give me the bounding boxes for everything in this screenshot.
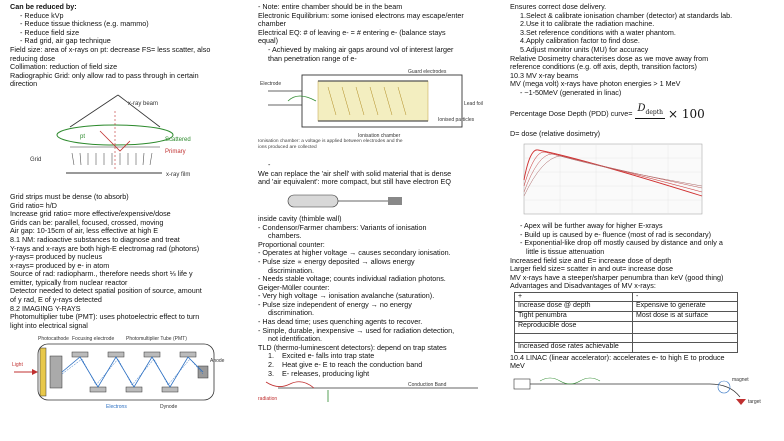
fig-label: Light [12,362,23,369]
fig-label: Electrode [260,81,282,88]
table-row [515,343,738,353]
text-line: direction [10,79,38,89]
table-cell [515,333,633,343]
text-line: not identification. [268,334,322,344]
text-line: We can replace the 'air shell' with solid material that is dense [258,168,452,178]
text-line: Increased field size and E= increase dose of depth [510,255,672,265]
fig-label: Ionisation chamber [358,133,401,140]
dosimetry-text [510,3,782,98]
text-line: MV (mega volt) x-rays have photon energies > 1 MeV [510,79,681,89]
tld-steps [258,352,506,378]
table-cell: Increased dose rates achievable [515,343,633,353]
text-line: than penetration range of e- [268,53,357,63]
text-line: 2.Use it to calibrate the radiation machine. [520,19,655,29]
text-line: 10.4 LINAC (linear accelerator): accelerates e- to high E to produce [510,352,725,362]
text-line: Proportional counter: [258,239,325,249]
text-line: reference conditions (e.g. off axis, depth, transition factors) [510,62,697,72]
fig-label: Dynode [160,404,178,411]
column-left [10,3,254,439]
table-cell [633,321,738,333]
text-line: x-rays= produced by e- in atom [10,260,110,270]
text-line: Larger field size= scatter in and out= increase dose [510,264,674,274]
fig-label: radiation [258,396,278,403]
table-row [515,312,738,322]
step-text: E- releases, producing light [282,368,370,378]
pmt-diagram-svg [10,332,250,420]
text-line: Ensures correct dose delivery. [510,3,607,11]
table-cell: Reproducible dose [515,321,633,333]
column-middle [258,3,506,439]
text-line: Source of rad: radiopharm., therefore needs short ⅓ life y [10,269,193,279]
table-cell [633,333,738,343]
text-line: Air gap: 10-15cm of air, less effective at high E [10,226,159,236]
fig-label: Grid [30,156,42,163]
text-line: Relative Dosimetry characterises dose as we move away from [510,53,709,63]
pdd-numerator [635,103,665,119]
nuclear-medicine-text [10,193,254,331]
text-line: Detector needed to detect spatial position of source, amount [10,286,202,296]
table-cell: Tight penumbra [515,312,633,322]
text-line: Y-rays and x-rays are both high-E electromag rad (photons) [10,243,200,253]
text-line: 8.2 IMAGING Y-RAYS [10,303,81,313]
band-diagram-svg [258,380,498,406]
text-line: 10.3 MV x-ray beams [510,70,579,80]
fig-label: Focusing electrode [72,336,115,343]
text-line: chambers. [268,231,302,241]
text-line: - Pulse size independent of energy → no energy [258,299,412,309]
text-line: D= dose (relative dosimetry) [510,128,601,138]
text-line: - ~1-50MeV (generated in linac) [520,87,622,97]
fig-label: x-ray film [166,171,191,178]
fig-label: Electrons [106,404,127,411]
pdd-fraction [635,103,665,127]
text-line: Photomultiplier tube (PMT): uses photoelectric effect to turn [10,312,200,322]
table-header-row [515,292,738,302]
table-header: + [515,292,633,302]
ionisation-chamber-figure [258,65,502,159]
thimble-caption: inside cavity (thimble wall) [258,213,342,223]
linac-sketch-svg [510,373,780,407]
text-line: chamber [258,19,286,29]
pdd-numerator-symbol: D [637,102,646,114]
fig-label: Ionised particles [438,117,475,124]
table-cell: Most dose is at surface [633,312,738,322]
tld-step [258,370,506,379]
text-line: - Reduce tissue thickness (e.g. mammo) [20,19,149,29]
text-line: 3.Set reference conditions with a water phantom. [520,27,676,37]
fig-label: target [748,398,761,405]
text-line: MeV [510,361,525,371]
fig-label: pt [80,133,86,140]
fig-label: Scattered [165,136,191,143]
table-cell: Increase dose @ depth [515,302,633,312]
text-line: equal) [258,36,278,46]
text-line: Grid ratio= h/D [10,200,57,210]
table-row [515,333,738,343]
text-line: discrimination. [268,265,314,275]
text-line: light into electrical signal [10,320,88,330]
text-line: 8.1 NM: radioactive substances to diagnose and treat [10,234,180,244]
column-right [510,3,782,439]
text-line: - Very high voltage → ionisation avalanche (saturation). [258,291,435,301]
bullet-dash: - [268,160,271,170]
pdd-notes [510,222,782,291]
text-line: reducing dose [10,53,56,63]
text-line: TLD (thermo-luminescent detectors): depend on trap states [258,342,447,352]
thimble-chamber-svg [258,189,498,213]
text-line: - Note: entire chamber should be in the beam [258,3,403,11]
fig-label: Photocathode [38,336,69,343]
step-text: Heat give e- E to reach the conduction band [282,360,423,370]
text-line: MV x-rays have a steeper/sharper penumbra than keV (good thing) [510,272,724,282]
fig-label: Guard electrodes [408,69,447,76]
step-number: 2. [268,360,274,370]
electronic-equilibrium-text [258,3,506,63]
pdd-curve-figure [510,140,710,220]
text-line: Grid strips must be dense (to absorb) [10,191,129,201]
pdd-label: Percentage Dose Depth (PDD) curve= [510,109,633,119]
step-number: 1. [268,351,274,361]
pdd-curve-svg [510,140,710,220]
text-line: 5.Adjust monitor units (MU) for accuracy [520,44,649,54]
text-line: - Condensor/Farmer chambers: Variants of ionisation [258,222,427,232]
grid-sketch-figure [10,91,230,191]
text-line: - Needs stable voltage; counts individual radiation photons. [258,274,446,284]
text-line: - Pulse size ∝ energy deposited → allows energy [258,256,415,266]
text-line: - Build up is caused by e- fluence (most of rad is secondary) [520,229,711,239]
table-header: - [633,292,738,302]
text-line: - Simple, durable, inexpensive → used for radiation detection, [258,325,455,335]
text-line: y-rays= produced by nucleus [10,252,103,262]
text-line: Grids can be: parallel, focused, crossed, moving [10,217,164,227]
text-line: Radiographic Grid: only allow rad to pass through in certain [10,70,199,80]
pdd-numerator-subscript: depth [645,108,663,116]
text-line: - Achieved by making air gaps around vol of interest larger [268,44,454,54]
text-line: Increase grid ratio= more effective/expensive/dose [10,209,171,219]
text-line: - Operates at higher voltage → causes secondary ionisation. [258,248,451,258]
text-line: - Apex will be further away for higher E-xrays [520,221,663,231]
mv-xray-advantages-table [514,292,738,353]
fig-label: Anode [210,358,225,365]
fig-label: Photomultiplier Tube (PMT) [126,336,187,343]
grid-sketch-svg [10,91,230,191]
text-line: 4.Apply calibration factor to find dose. [520,36,640,46]
fig-label: magnet [732,376,749,383]
pdd-times: × 100 [668,107,705,122]
text-line: Electronic Equilibrium: some ionised electrons may escape/enter [258,10,464,20]
step-number: 3. [268,368,274,378]
step-text: Excited e- falls into trap state [282,351,375,361]
figure-caption: Ionisation chamber: a voltage is applied between electrodes and the ions produced are collected [258,139,403,150]
text-line: - Exponential-like drop off mostly caused by distance and only a [520,238,723,248]
fig-label: Lead foil [464,101,483,108]
thimble-chamber-figure [258,189,498,213]
text-line: Can be reduced by: [10,3,77,11]
detector-list [258,224,506,353]
text-line: emitter, typically from nuclear reactor [10,277,128,287]
linac-sketch-figure [510,373,780,407]
text-line: little is tissue attenuation [526,246,605,256]
text-line: Field size: area of x-rays on pt: decrease FS= less scatter, also [10,44,211,54]
table-cell [633,343,738,353]
text-line: Electrical EQ: # of leaving e- = # entering e- (balance stays [258,27,446,37]
scatter-reduction-text [10,3,254,89]
text-line: - Rad grid, air gap technique [20,36,111,46]
table-row [515,302,738,312]
pdd-formula [510,103,782,127]
pmt-diagram-figure [10,332,250,420]
fig-label: Conduction Band [408,382,447,389]
text-line: 1.Select & calibrate ionisation chamber (detector) at standards lab. [520,10,733,20]
text-line: discrimination. [268,308,314,318]
text-line: - Has dead time; uses quenching agents to recover. [258,317,423,327]
table-row [515,321,738,333]
text-line: - Reduce kVp [20,10,64,20]
text-line: - Reduce field size [20,27,80,37]
fig-label: x-ray beam [128,100,159,107]
fig-label: Primary [165,148,186,155]
text-line: Collimation: reduction of field size [10,62,118,72]
text-line: Geiger-Müller counter: [258,282,330,292]
table-cell: Expensive to generate [633,302,738,312]
text-line: and 'air equivalent': more compact, but still have electron EQ [258,177,451,187]
text-line: Advantages and Disadvantages of MV x-rays: [510,281,656,291]
text-line: of y rad, E of y-rays detected [10,295,102,305]
band-diagram-figure [258,380,498,406]
